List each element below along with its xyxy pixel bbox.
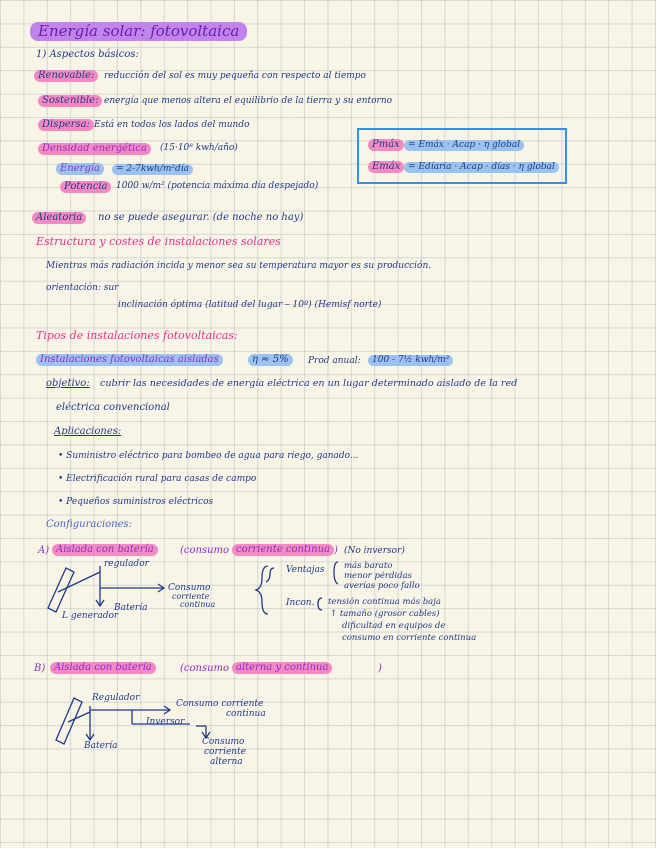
value-densidad: (15·10⁸ kwh/año): [160, 143, 238, 153]
a-generador: L generador: [62, 611, 119, 621]
bullet-3: • Pequeños suministros eléctricos: [58, 497, 214, 507]
key-energia: Energía: [56, 163, 104, 175]
config-b-highlight-1: Aislada con batería: [50, 662, 156, 674]
a-regulador: regulador: [104, 559, 149, 569]
ventaja-1: más barato: [344, 561, 393, 571]
config-a-label: A): [38, 545, 50, 556]
b-consumo-ca-1: Consumo: [202, 737, 245, 747]
estructura-heading: Estructura y costes de instalaciones solares: [36, 235, 281, 248]
ventaja-2: menor pérdidas: [344, 571, 413, 581]
inconvenientes-label: Incon.: [286, 598, 315, 608]
config-a-note: (No inversor): [344, 546, 405, 556]
mientras-text: Mientras más radiación incida y menor sea su temperatura mayor es su producción.: [46, 261, 432, 271]
bullet-1: • Suministro eléctrico para bombeo de agua para riego, ganado...: [58, 451, 359, 461]
objetivo-value: cubrir las necesidades de energía eléctrica en un lugar determinado aislado de la red: [100, 378, 518, 389]
ventajas-label: Ventajas: [286, 565, 325, 575]
config-a-mid: (consumo: [180, 545, 230, 556]
ventaja-3: averías poco fallo: [344, 581, 420, 591]
value-emax: = Edíaria · Acap · días · η global: [404, 162, 559, 173]
key-sostenible: Sostenible:: [38, 95, 102, 107]
key-emax: Emáx: [368, 161, 404, 173]
inconveniente-3: dificultad en equipos de: [342, 621, 446, 631]
value-sostenible: energía que menos altera el equilibrio de la tierra y su entorno: [104, 96, 393, 106]
objetivo-key: objetivo:: [46, 378, 90, 389]
eta-label: η ≈ 5%: [248, 354, 293, 366]
config-b-highlight-2: alterna y continua: [232, 662, 332, 674]
config-a-highlight-2: corriente continua: [232, 544, 334, 556]
config-a-highlight-1: Aislada con batería: [52, 544, 158, 556]
a-bateria: Batería: [114, 603, 148, 613]
key-pmax: Pmáx: [368, 139, 404, 151]
inconveniente-1: tensión continua más baja: [328, 597, 441, 607]
b-inversor: Inversor: [146, 717, 185, 727]
key-densidad: Densidad energética: [38, 143, 151, 155]
key-renovable: Renovable:: [34, 70, 98, 82]
b-consumo-cc-2: continua: [226, 709, 266, 719]
page-title: Energía solar: fotovoltaica: [30, 22, 247, 41]
orientacion-text: orientación: sur: [46, 283, 119, 293]
value-potencia: 1000 w/m² (potencia máxima día despejado): [116, 181, 319, 191]
b-consumo-ca-2: corriente: [204, 747, 247, 757]
bullet-2: • Electrificación rural para casas de campo: [58, 474, 257, 484]
value-renovable: reducción del sol es muy pequeña con respecto al tiempo: [104, 71, 366, 81]
b-bateria: Batería: [84, 741, 118, 751]
inconveniente-2: ↑ tamaño (grosor cables): [330, 609, 440, 619]
config-b-label: B): [34, 663, 46, 674]
config-b-mid: (consumo: [180, 663, 230, 674]
a-consumo-2: corriente: [172, 592, 210, 601]
objetivo-value-2: eléctrica convencional: [56, 402, 170, 413]
aplicaciones-heading: Aplicaciones:: [54, 426, 122, 437]
config-b-end: ): [378, 663, 382, 674]
configuraciones-heading: Configuraciones:: [46, 519, 133, 530]
a-consumo-1: Consumo: [168, 583, 211, 593]
value-aleatoria: no se puede asegurar. (de noche no hay): [98, 212, 304, 223]
value-pmax: = Emáx · Acap · η global: [404, 140, 524, 151]
b-consumo-ca-3: alterna: [210, 757, 243, 767]
prod-label: Prod anual:: [308, 356, 361, 366]
inclinacion-text: inclinación óptima (latitud del lugar – 10º) (Hemisf norte): [118, 300, 382, 310]
value-dispersa: Está en todos los lados del mundo: [94, 120, 250, 130]
value-energia: = 2-7kwh/m²día: [112, 164, 193, 175]
key-potencia: Potencia: [60, 181, 111, 193]
aisladas-label: Instalaciones fotovoltaicas aisladas: [36, 354, 223, 366]
inconveniente-4: consumo en corriente continua: [342, 633, 477, 643]
b-regulador: Regulador: [92, 693, 140, 703]
prod-value: 100 - 7½ kwh/m²: [368, 355, 453, 366]
key-aleatoria: Aleatoria: [32, 212, 86, 224]
b-consumo-cc-1: Consumo corriente: [176, 699, 264, 709]
key-dispersa: Dispersa:: [38, 119, 94, 131]
config-a-end: ): [334, 545, 338, 556]
tipos-heading: Tipos de instalaciones fotovoltaicas:: [36, 329, 238, 342]
section-1-heading: 1) Aspectos básicos:: [36, 49, 139, 60]
a-consumo-3: continua: [180, 600, 216, 609]
